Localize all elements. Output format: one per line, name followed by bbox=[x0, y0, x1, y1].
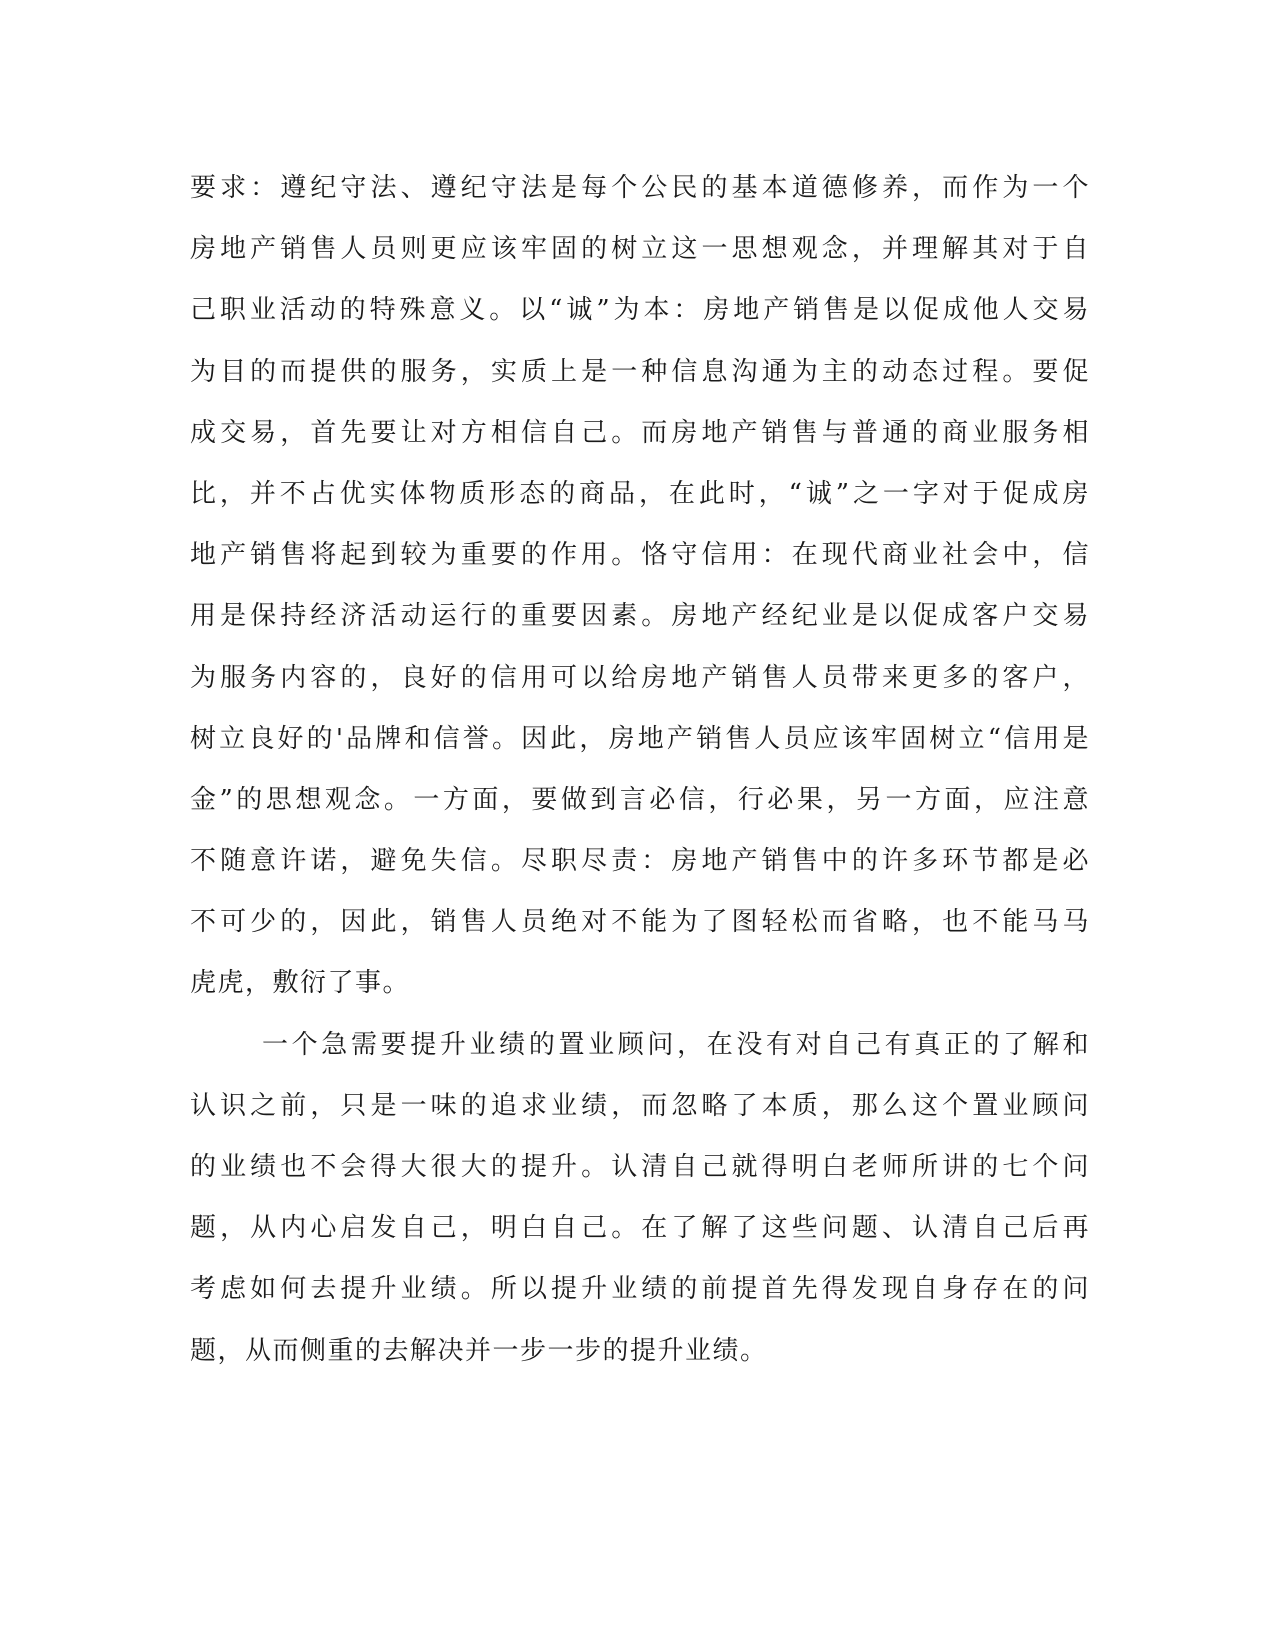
paragraph-line: 不随意许诺，避免失信。尽职尽责：房地产销售中的许多环节都是必 bbox=[190, 846, 1090, 877]
paragraph-line: 要求：遵纪守法、遵纪守法是每个公民的基本道德修养，而作为一个 bbox=[190, 173, 1090, 203]
paragraph-line: 比，并不占优实体物质形态的商品，在此时，“诚”之一字对于促成房 bbox=[190, 478, 1090, 509]
document-body bbox=[190, 158, 1090, 1382]
paragraph-line: 为目的而提供的服务，实质上是一种信息沟通为主的动态过程。要促 bbox=[190, 356, 1090, 387]
paragraph-line: 用是保持经济活动运行的重要因素。房地产经纪业是以促成客户交易 bbox=[190, 601, 1090, 632]
paragraph-line: 认识之前，只是一味的追求业绩，而忽略了本质，那么这个置业顾问 bbox=[190, 1090, 1090, 1121]
paragraph-line: 不可少的，因此，销售人员绝对不能为了图轻松而省略，也不能马马 bbox=[190, 907, 1090, 938]
paragraph-line: 树立良好的'品牌和信誉。因此，房地产销售人员应该牢固树立“信用是 bbox=[190, 723, 1090, 754]
paragraph-line: 考虑如何去提升业绩。所以提升业绩的前提首先得发现自身存在的问 bbox=[190, 1274, 1090, 1305]
paragraph-line: 题，从内心启发自己，明白自己。在了解了这些问题、认清自己后再 bbox=[190, 1213, 1090, 1244]
paragraph-line: 一个急需要提升业绩的置业顾问，在没有对自己有真正的了解和 bbox=[262, 1029, 1090, 1060]
paragraph-improve-performance bbox=[190, 1015, 1090, 1382]
paragraph-line: 己职业活动的特殊意义。以“诚”为本：房地产销售是以促成他人交易 bbox=[190, 295, 1090, 326]
paragraph-line: 题，从而侧重的去解决并一步一步的提升业绩。 bbox=[190, 1335, 768, 1366]
paragraph-line: 房地产销售人员则更应该牢固的树立这一思想观念，并理解其对于自 bbox=[190, 234, 1090, 265]
paragraph-professional-ethics bbox=[190, 158, 1090, 1015]
paragraph-line: 成交易，首先要让对方相信自己。而房地产销售与普通的商业服务相 bbox=[190, 417, 1090, 448]
paragraph-line: 金”的思想观念。一方面，要做到言必信，行必果，另一方面，应注意 bbox=[190, 784, 1090, 815]
paragraph-line: 为服务内容的，良好的信用可以给房地产销售人员带来更多的客户， bbox=[190, 662, 1090, 693]
paragraph-line: 的业绩也不会得大很大的提升。认清自己就得明白老师所讲的七个问 bbox=[190, 1152, 1090, 1182]
paragraph-line: 虎虎，敷衍了事。 bbox=[190, 968, 411, 999]
paragraph-line: 地产销售将起到较为重要的作用。恪守信用：在现代商业社会中，信 bbox=[190, 540, 1090, 571]
